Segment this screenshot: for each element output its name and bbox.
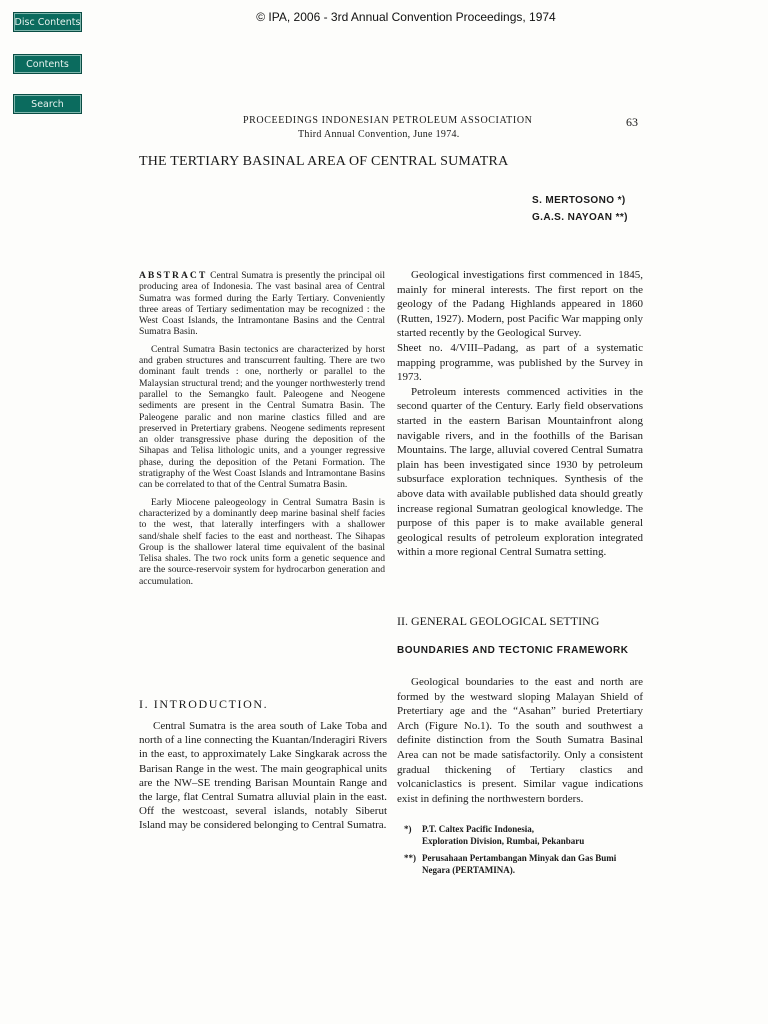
- history-paragraph-2: Sheet no. 4/VIII–Padang, as part of a systematic mapping programme, was published by the Survey in 1973.: [397, 341, 643, 384]
- footnote-1-line-1: P.T. Caltex Pacific Indonesia,: [422, 824, 534, 834]
- footnote-2-line-1: Perusahaan Pertambangan Minyak dan Gas Bumi: [422, 853, 617, 863]
- introduction-body: [139, 719, 387, 833]
- author-2: G.A.S. NAYOAN **): [532, 212, 628, 223]
- abstract-lead: ABSTRACT: [139, 270, 208, 281]
- disc-contents-button[interactable]: Disc Contents: [13, 12, 82, 32]
- footnote-2-mark: **): [404, 853, 416, 863]
- history-paragraph-1: Geological investigations first commenced in 1845, mainly for mineral interests. The first report on the geology of the Padang Highlands appeared in 1860 (Rutten, 1927). Modern, post Pacific War mapping only started recently by the Geological Survey.: [397, 269, 643, 340]
- introduction-heading: I. INTRODUCTION.: [139, 697, 269, 711]
- abstract-paragraph-3: Early Miocene paleogeology in Central Sumatra Basin is characterized by a dominantly deep marine basinal shelf facies to the west, that laterally interfingers with a shallower sand/shale shelf facies to the east and northeast. The Sihapas Group is the shallower lateral time equivalent of the basinal Telisa shales. The two rock units form a genetic sequence and are the source-reservoir system for hydrocarbon generation and accumulation.: [139, 496, 385, 587]
- footnote-1-line-2: Exploration Division, Rumbai, Pekanbaru: [422, 836, 585, 846]
- search-button[interactable]: Search: [13, 94, 82, 114]
- footnote-1-mark: *): [404, 824, 412, 834]
- abstract-paragraph-1: [139, 270, 385, 338]
- introduction-paragraph-1: Central Sumatra is the area south of Lake Toba and north of a line connecting the Kuantan/Inderagiri Rivers in the east, to approximately Lake Singkarak across the Barisan Range in the west. The main geographical units are the NW–SE trending Barisan Mountain Range and the large, flat Central Sumatra alluvial plain in the east. Off the westcoast, several islands, notably Siberut Island may be considered belonging to Central Sumatra.: [139, 720, 387, 832]
- abstract-text-1: Central Sumatra is presently the principal oil producing area of Indonesia. The vast basinal area of Central Sumatra was formed during the Early Tertiary. Conveniently three areas of Tertiary sedimentation may be recognized : the West Coast Islands, the Intramontane Basins and the Central Sumatra Basin.: [139, 270, 385, 338]
- footnote-2-line-2: Negara (PERTAMINA).: [422, 865, 515, 875]
- boundaries-text: [397, 675, 643, 806]
- boundaries-subheading: BOUNDARIES AND TECTONIC FRAMEWORK: [397, 645, 629, 656]
- paper-title: THE TERTIARY BASINAL AREA OF CENTRAL SUMATRA: [139, 154, 509, 169]
- footnote-2: [404, 852, 616, 876]
- abstract: [139, 270, 385, 593]
- meeting-header: Third Annual Convention, June 1974.: [298, 129, 460, 140]
- journal-header: PROCEEDINGS INDONESIAN PETROLEUM ASSOCIATION: [243, 115, 533, 126]
- page-number: 63: [626, 115, 638, 129]
- contents-button[interactable]: Contents: [13, 54, 82, 74]
- author-1: S. MERTOSONO *): [532, 195, 626, 206]
- abstract-paragraph-2: Central Sumatra Basin tectonics are characterized by horst and graben structures and transcurrent faulting. There are two dominant fault trends : one, northerly or parallel to the Malaysian structural trend; and the younger northwesterly trend parallel to the Semangko fault. Paleogene and Neogene sediments are present in the Central Sumatra Basin. The Paleogene paralic and non marine clastics filled and are preserved in Pretertiary grabens. Neogene sediments represent an older transgressive phase during the deposition of the Sihapas and Telisa lithologic units, and a younger regressive phase, during the deposition of the Petani Formation. The stratigraphy of the West Coast Islands and Intramontane Basins can be correlated to that of the Central Sumatra Basin.: [139, 343, 385, 491]
- copyright-line: © IPA, 2006 - 3rd Annual Convention Proceedings, 1974: [256, 10, 556, 24]
- footnote-1: [404, 823, 584, 847]
- boundaries-paragraph-1: Geological boundaries to the east and north are formed by the westward sloping Malayan Shield of Pretertiary age and the “Asahan” buried Pretertiary Arch (Figure No.1). To the south and southwest a definite distinction from the South Sumatra Basinal Area can not be made satisfactorily. Only a consistent gradual thickening of Tertiary clastics and volcaniclastics is present. Similar vague indications exist in defining the northwestern borders.: [397, 676, 643, 805]
- right-column-text: [397, 268, 643, 560]
- history-paragraph-3: Petroleum interests commenced activities in the second quarter of the Century. Early field observations started in the eastern Barisan Mountainfront along navigable rivers, and in the foothills of the Barisan Mountains. The large, alluvial covered Central Sumatra plain has been investigated since 1930 by petroleum subsurface exploration techniques. Synthesis of the above data with available published data should greatly increase regional Sumatran geological knowledge. The purpose of this paper is to make available general geological results of petroleum exploration integrated within a more regional Central Sumatra setting.: [397, 385, 643, 559]
- section-2-heading: II. GENERAL GEOLOGICAL SETTING: [397, 614, 600, 628]
